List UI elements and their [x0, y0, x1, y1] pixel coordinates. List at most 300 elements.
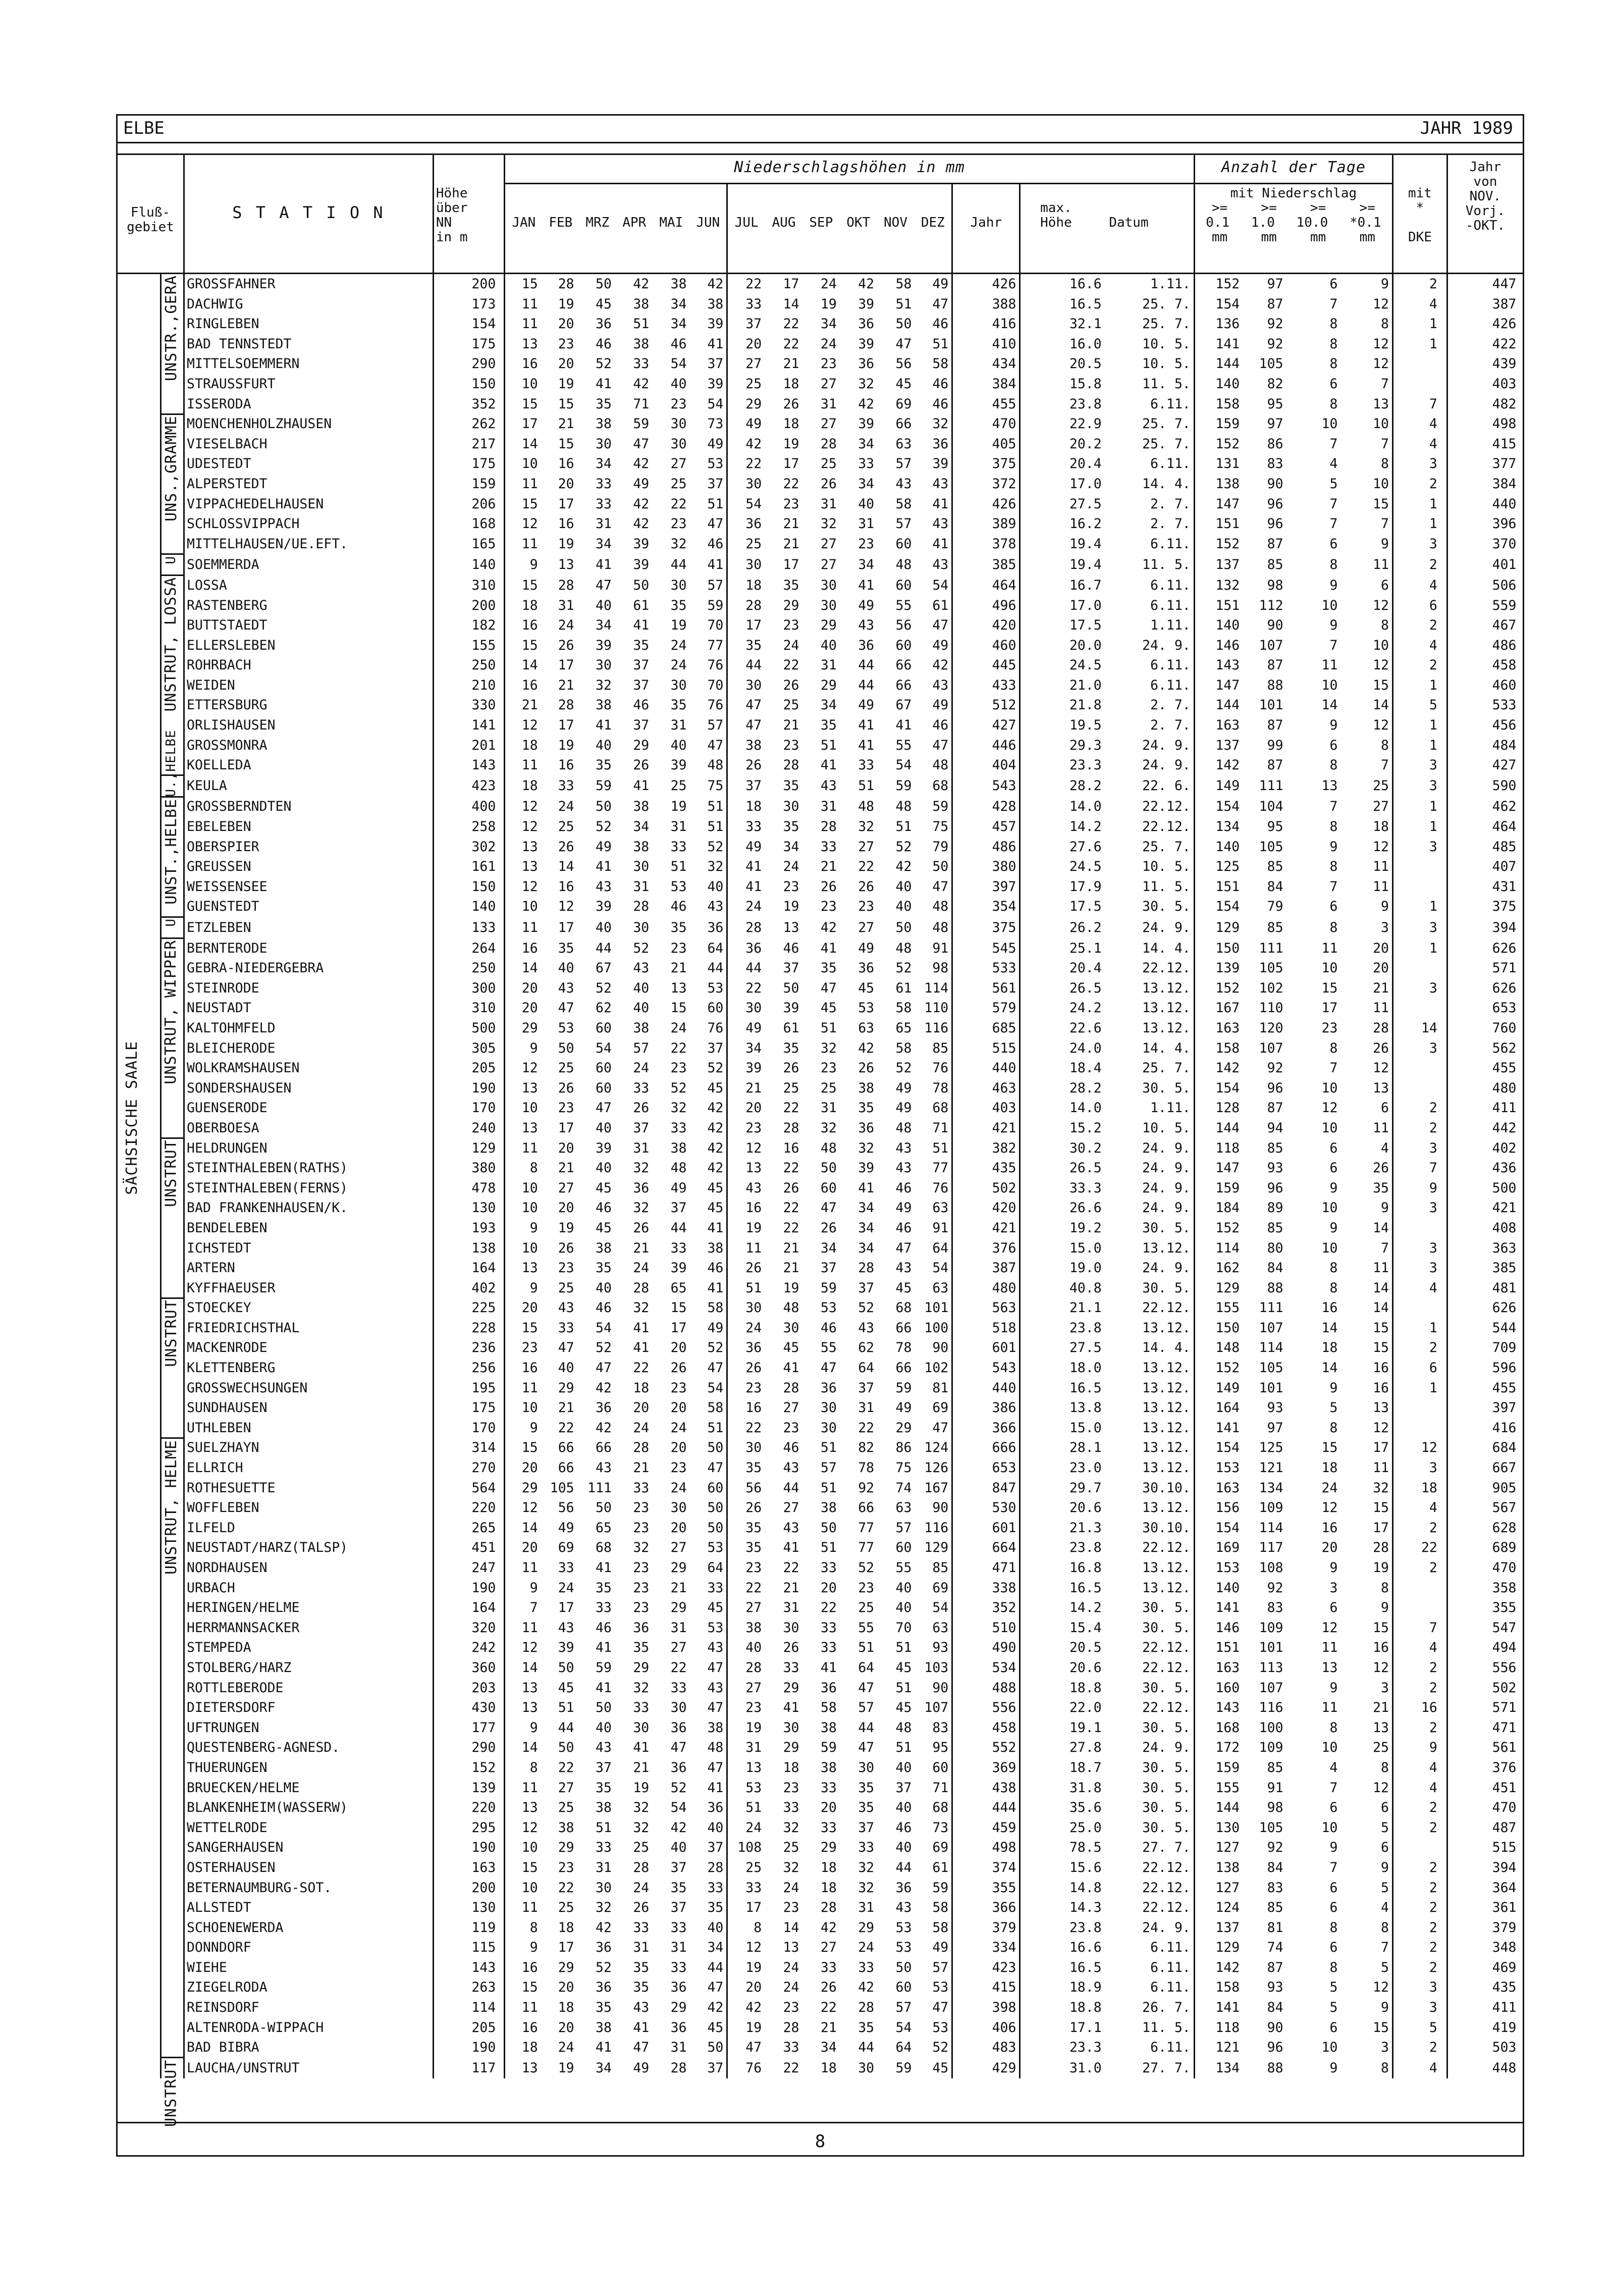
month-value-apr: 40: [633, 1000, 650, 1016]
days-star-0-1: 5: [1381, 1959, 1389, 1975]
month-value-mrz: 59: [596, 1659, 612, 1676]
month-value-mrz: 49: [596, 839, 612, 855]
max-date: 6.11.: [1150, 1959, 1191, 1975]
days-ge-10-0: 10: [1321, 1080, 1338, 1096]
month-value-jan: 15: [505, 494, 541, 514]
month-value-nov: 51: [895, 296, 912, 312]
month-value-apr: 30: [633, 859, 650, 875]
month-value-mai: 31: [670, 717, 687, 734]
max-height: 22.6: [1020, 1018, 1105, 1038]
table-row: [117, 1918, 1524, 1938]
days-ge-0-1: 158: [1194, 1038, 1243, 1059]
max-height: 21.1: [1020, 1298, 1105, 1318]
month-value-feb: 33: [558, 1560, 574, 1576]
month-value-aug: 24: [783, 1880, 799, 1896]
max-date: 10. 5.: [1142, 336, 1191, 352]
month-value-jan: 15: [505, 1977, 541, 1998]
month-value-jul: 30: [727, 1298, 765, 1318]
days-dke: 2: [1392, 1558, 1447, 1578]
days-ge-1-0: 107: [1259, 1680, 1283, 1696]
sub-basin-label: UNSTRUT: [162, 1299, 180, 1368]
max-height: 16.6: [1020, 274, 1105, 294]
max-height: 21.0: [1020, 675, 1105, 696]
days-ge-1-0: 110: [1259, 1000, 1283, 1016]
month-value-feb: 19: [558, 737, 574, 753]
month-value-mrz: 54: [596, 1040, 612, 1056]
table-row: [117, 1638, 1524, 1658]
month-value-feb: 25: [558, 1800, 574, 1816]
month-value-jul: 30: [727, 675, 765, 696]
days-star-0-1: 7: [1381, 757, 1389, 773]
month-value-feb: 20: [558, 476, 574, 492]
days-star-0-1: 18: [1373, 819, 1389, 835]
month-value-mai: 23: [670, 1060, 687, 1076]
month-value-sep: 51: [820, 1020, 837, 1036]
month-value-aug: 27: [783, 1400, 799, 1416]
max-date: 2. 7.: [1150, 717, 1191, 734]
station-altitude: 265: [433, 1518, 504, 1538]
month-value-jan: 9: [505, 1938, 541, 1958]
month-value-nov: 59: [895, 778, 912, 794]
month-value-okt: 36: [858, 356, 875, 372]
days-star-0-1: 6: [1381, 1800, 1389, 1816]
days-ge-0-1: 151: [1194, 877, 1243, 897]
month-value-nov: 49: [895, 1400, 912, 1416]
month-value-jan: 15: [505, 274, 541, 294]
days-dke: 3: [1392, 534, 1447, 554]
table-row: [117, 1438, 1524, 1458]
days-ge-10-0: 6: [1329, 1140, 1338, 1156]
table-row: [117, 534, 1524, 554]
month-value-nov: 48: [895, 1120, 912, 1136]
month-value-apr: 31: [633, 1140, 650, 1156]
month-value-apr: 40: [633, 980, 650, 996]
month-value-mai: 15: [670, 1000, 687, 1016]
month-header-jun: JUN: [696, 215, 720, 230]
month-value-dez: 81: [932, 1380, 949, 1396]
month-value-nov: 51: [895, 1640, 912, 1656]
month-value-mai: 44: [670, 556, 687, 572]
month-value-apr: 29: [633, 1659, 650, 1676]
month-value-aug: 14: [783, 296, 799, 312]
month-value-jan: 10: [505, 897, 541, 917]
days-ge-0-1: 137: [1194, 1918, 1243, 1938]
days-ge-1-0: 96: [1267, 516, 1283, 532]
station-altitude: 170: [433, 1098, 504, 1118]
table-row: [117, 998, 1524, 1018]
year-total: 435: [952, 1158, 1020, 1178]
month-value-apr: 28: [633, 1280, 650, 1296]
max-height: 23.0: [1020, 1458, 1105, 1478]
table-row: [117, 314, 1524, 334]
month-value-mrz: 40: [596, 1719, 612, 1736]
month-value-sep: 32: [820, 1040, 837, 1056]
month-value-aug: 22: [783, 316, 799, 332]
year-total: 664: [952, 1538, 1020, 1558]
previous-year-total: 422: [1447, 334, 1523, 354]
days-ge-1-0: 101: [1259, 1640, 1283, 1656]
month-value-jul: 38: [727, 736, 765, 756]
days-ge-1-0: 86: [1267, 436, 1283, 452]
station-name: KALTOHMFELD: [184, 1018, 434, 1038]
month-value-dez: 90: [932, 1500, 949, 1516]
max-height: 15.8: [1020, 374, 1105, 394]
year-total: 404: [952, 755, 1020, 775]
year-total: 384: [952, 374, 1020, 394]
month-value-apr: 33: [633, 1700, 650, 1716]
month-value-nov: 49: [895, 1200, 912, 1216]
month-value-aug: 25: [783, 1840, 799, 1856]
days-star-0-1: 6: [1381, 1840, 1389, 1856]
month-value-jul: 37: [727, 314, 765, 334]
max-date: 22.12.: [1142, 1640, 1191, 1656]
days-ge-10-0: 5: [1329, 1400, 1338, 1416]
month-value-nov: 48: [895, 556, 912, 572]
month-value-mai: 36: [670, 1759, 687, 1776]
month-value-nov: 56: [895, 356, 912, 372]
year-total: 427: [952, 715, 1020, 736]
month-value-jan: 14: [505, 1658, 541, 1678]
month-value-mai: 20: [670, 1340, 687, 1356]
table-row: [117, 636, 1524, 656]
month-value-mai: 38: [670, 276, 687, 292]
days-ge-0-1: 154: [1194, 294, 1243, 315]
month-value-dez: 110: [924, 1000, 949, 1016]
month-value-mrz: 54: [596, 1320, 612, 1336]
month-value-jan: 12: [505, 877, 541, 897]
max-date: 25. 7.: [1142, 839, 1191, 855]
month-value-dez: 47: [932, 617, 949, 634]
max-date: 11. 5.: [1142, 878, 1191, 895]
station-name: GEBRA-NIEDERGEBRA: [184, 958, 434, 978]
month-value-okt: 82: [858, 1440, 875, 1456]
days-dke: 9: [1392, 1738, 1447, 1758]
max-height: 14.3: [1020, 1898, 1105, 1918]
station-altitude: 305: [433, 1038, 504, 1059]
month-value-dez: 43: [932, 677, 949, 693]
days-ge-0-1: 141: [1194, 1998, 1243, 2018]
days-ge-1-0: 96: [1267, 1080, 1283, 1096]
month-value-okt: 28: [858, 1260, 875, 1276]
station-altitude: 175: [433, 454, 504, 474]
month-value-mrz: 37: [596, 1759, 612, 1776]
month-value-apr: 26: [633, 1220, 650, 1236]
station-altitude: 500: [433, 1018, 504, 1038]
month-value-apr: 35: [633, 1959, 650, 1975]
previous-year-total: 440: [1447, 494, 1523, 514]
days-dke: 7: [1392, 1618, 1447, 1638]
days-ge-1-0: 88: [1267, 677, 1283, 693]
month-value-dez: 61: [932, 1859, 949, 1875]
station-name: ISSERODA: [184, 394, 434, 414]
days-ge-1-0: 84: [1267, 878, 1283, 895]
max-date: 27. 7.: [1142, 2060, 1191, 2076]
month-value-sep: 47: [820, 980, 837, 996]
month-value-okt: 27: [858, 919, 875, 935]
station-name: KYFFHAEUSER: [184, 1278, 434, 1298]
month-value-feb: 22: [558, 1880, 574, 1896]
month-value-nov: 40: [895, 1580, 912, 1596]
table-row: [117, 857, 1524, 877]
days-ge-0-1: 141: [1194, 1418, 1243, 1438]
month-value-nov: 52: [895, 839, 912, 855]
month-value-jan: 29: [505, 1478, 541, 1498]
days-dke: 4: [1392, 636, 1447, 656]
max-date: 6.11.: [1150, 657, 1191, 673]
month-value-jan: 13: [505, 334, 541, 354]
month-value-nov: 51: [895, 819, 912, 835]
month-value-jun: 46: [707, 1260, 724, 1276]
month-value-mrz: 35: [596, 2000, 612, 2016]
month-value-aug: 21: [783, 1240, 799, 1256]
max-height: 16.5: [1020, 1958, 1105, 1978]
station-altitude: 155: [433, 636, 504, 656]
month-value-mai: 23: [670, 940, 687, 956]
year-total: 496: [952, 596, 1020, 616]
days-dke: 2: [1392, 615, 1447, 636]
month-value-sep: 27: [820, 536, 837, 552]
month-value-apr: 35: [633, 1979, 650, 1996]
max-date: 30. 5.: [1142, 1819, 1191, 1836]
month-header-aug: AUG: [772, 215, 796, 230]
previous-year-total: 402: [1447, 1138, 1523, 1159]
days-dke: 2: [1392, 1098, 1447, 1118]
month-value-nov: 66: [895, 657, 912, 673]
month-value-jun: 54: [707, 396, 724, 412]
max-height: 28.2: [1020, 1078, 1105, 1099]
previous-year-total: 506: [1447, 576, 1523, 596]
month-value-dez: 68: [932, 1800, 949, 1816]
days-dke: 2: [1392, 1818, 1447, 1838]
station-altitude: 141: [433, 715, 504, 736]
month-value-aug: 21: [783, 1260, 799, 1276]
station-altitude: 240: [433, 1118, 504, 1138]
station-name: GREUSSEN: [184, 857, 434, 877]
days-star-0-1: 9: [1381, 1600, 1389, 1616]
station-altitude: 164: [433, 1598, 504, 1618]
month-value-apr: 37: [633, 677, 650, 693]
month-value-apr: 71: [633, 396, 650, 412]
days-star-0-1: 12: [1373, 1420, 1389, 1436]
month-value-sep: 29: [820, 677, 837, 693]
month-value-jun: 53: [707, 1620, 724, 1636]
month-value-okt: 44: [858, 677, 875, 693]
month-value-sep: 43: [820, 778, 837, 794]
month-value-dez: 41: [932, 496, 949, 512]
month-header-mai: MAI: [659, 215, 683, 230]
outer-basin-label: SÄCHSISCHE SAALE: [123, 1040, 141, 1195]
month-value-okt: 25: [858, 1600, 875, 1616]
month-value-okt: 47: [858, 1740, 875, 1756]
month-value-aug: 17: [783, 556, 799, 572]
month-value-feb: 21: [558, 677, 574, 693]
month-value-aug: 29: [783, 597, 799, 613]
month-value-jan: 9: [505, 1418, 541, 1438]
month-value-sep: 31: [820, 657, 837, 673]
previous-year-total: 460: [1447, 675, 1523, 696]
days-star-0-1: 16: [1373, 1640, 1389, 1656]
station-altitude: 130: [433, 1198, 504, 1218]
month-value-apr: 24: [633, 1060, 650, 1076]
month-value-okt: 34: [858, 1220, 875, 1236]
month-value-feb: 24: [558, 799, 574, 815]
max-date: 2. 7.: [1150, 496, 1191, 512]
max-date: 2. 7.: [1150, 697, 1191, 713]
month-value-jul: 51: [727, 1278, 765, 1298]
month-value-nov: 49: [895, 1100, 912, 1116]
station-altitude: 133: [433, 917, 504, 938]
station-name: DIETERSDORF: [184, 1698, 434, 1718]
month-value-aug: 45: [783, 1340, 799, 1356]
days-ge-0-1: 137: [1194, 554, 1243, 576]
year-total: 366: [952, 1418, 1020, 1438]
year-total: 498: [952, 1838, 1020, 1858]
days-ge-10-0: 7: [1329, 296, 1338, 312]
month-value-mrz: 43: [596, 878, 612, 895]
month-value-sep: 31: [820, 799, 837, 815]
max-date: 14. 4.: [1142, 1340, 1191, 1356]
month-value-feb: 40: [558, 960, 574, 976]
previous-year-total: 407: [1447, 857, 1523, 877]
months-second-half: [728, 184, 951, 230]
previous-year-total: 626: [1447, 938, 1523, 959]
days-dke: 4: [1392, 1638, 1447, 1658]
previous-year-total: 689: [1447, 1538, 1523, 1558]
days-ge-10-0: 16: [1321, 1520, 1338, 1536]
month-value-jun: 50: [707, 2040, 724, 2056]
month-value-mai: 44: [670, 1220, 687, 1236]
days-ge-0-1: 151: [1194, 596, 1243, 616]
month-value-feb: 19: [558, 376, 574, 392]
month-value-okt: 23: [858, 1580, 875, 1596]
month-value-feb: 35: [558, 940, 574, 956]
month-value-jun: 39: [707, 316, 724, 332]
year-total: 543: [952, 1358, 1020, 1378]
previous-year-total: 394: [1447, 917, 1523, 938]
previous-year-total: 515: [1447, 1838, 1523, 1858]
month-value-dez: 69: [932, 1840, 949, 1856]
days-ge-10-0: 3: [1329, 1580, 1338, 1596]
max-height: 29.7: [1020, 1478, 1105, 1498]
days-ge-1-0: 93: [1267, 1400, 1283, 1416]
month-value-jun: 47: [707, 516, 724, 532]
month-value-nov: 50: [895, 316, 912, 332]
month-value-jun: 77: [707, 637, 724, 653]
month-value-dez: 64: [932, 1240, 949, 1256]
month-value-sep: 45: [820, 1000, 837, 1016]
month-value-feb: 17: [558, 1600, 574, 1616]
days-ge-1-0: 85: [1267, 1220, 1283, 1236]
days-dke: 1: [1392, 494, 1447, 514]
mit-niederschlag-label: mit Niederschlag: [1230, 186, 1357, 201]
month-value-sep: 51: [820, 1440, 837, 1456]
sub-basin-label: U.,HELBE: [163, 729, 179, 797]
tage-sub-header: [1194, 184, 1392, 274]
month-value-sep: 24: [820, 336, 837, 352]
month-value-sep: 29: [820, 617, 837, 634]
sub-basin-label: U: [163, 555, 179, 564]
month-value-dez: 83: [932, 1719, 949, 1736]
month-value-dez: 85: [932, 1560, 949, 1576]
days-star-0-1: 15: [1373, 496, 1389, 512]
month-value-jan: 29: [505, 1018, 541, 1038]
days-ge-10-0: 7: [1329, 516, 1338, 532]
month-value-nov: 45: [895, 1659, 912, 1676]
month-value-nov: 52: [895, 1060, 912, 1076]
days-ge-10-0: 6: [1329, 1900, 1338, 1916]
max-height: 17.0: [1020, 474, 1105, 494]
station-name: HERRMANNSACKER: [184, 1618, 434, 1638]
sub-basin-cell: [161, 274, 184, 414]
days-dke: 1: [1392, 715, 1447, 736]
station-name: BAD FRANKENHAUSEN/K.: [184, 1198, 434, 1218]
month-value-aug: 23: [783, 2000, 799, 2016]
month-value-nov: 43: [895, 1260, 912, 1276]
month-value-jan: 17: [505, 414, 541, 434]
month-value-apr: 42: [633, 276, 650, 292]
table-row: [117, 2038, 1524, 2058]
month-value-feb: 29: [558, 1380, 574, 1396]
max-date: 30. 5.: [1142, 899, 1191, 915]
month-value-mrz: 65: [596, 1520, 612, 1536]
month-value-jan: 20: [505, 998, 541, 1018]
month-value-sep: 28: [820, 436, 837, 452]
days-star-0-1: 12: [1373, 717, 1389, 734]
max-height: 26.2: [1020, 917, 1105, 938]
station-name: OBERSPIER: [184, 837, 434, 857]
days-dke: [1392, 1298, 1447, 1318]
month-value-mrz: 43: [596, 1460, 612, 1476]
year-total: 518: [952, 1318, 1020, 1338]
max-date: 13.12.: [1142, 1560, 1191, 1576]
max-date: 24. 9.: [1142, 1160, 1191, 1176]
month-value-jan: 14: [505, 434, 541, 454]
days-ge-10-0: 5: [1329, 1979, 1338, 1996]
days-ge-1-0: 93: [1267, 1979, 1283, 1996]
previous-year-total: 403: [1447, 374, 1523, 394]
sub-basin-cell: [161, 554, 184, 576]
month-value-sep: 21: [820, 859, 837, 875]
days-dke: 1: [1392, 897, 1447, 917]
max-height: 16.7: [1020, 576, 1105, 596]
max-height: 15.6: [1020, 1858, 1105, 1878]
month-value-dez: 57: [932, 1959, 949, 1975]
previous-year-total: 567: [1447, 1498, 1523, 1518]
footer: [116, 2122, 1524, 2157]
month-value-okt: 42: [858, 396, 875, 412]
max-date: 24. 9.: [1142, 1140, 1191, 1156]
table-row: [117, 1258, 1524, 1278]
niederschlag-header: [505, 154, 1195, 184]
month-value-okt: 53: [858, 1000, 875, 1016]
month-value-okt: 47: [858, 1680, 875, 1696]
days-ge-1-0: 88: [1267, 2060, 1283, 2076]
month-value-okt: 43: [858, 1320, 875, 1336]
month-value-jun: 45: [707, 1600, 724, 1616]
month-value-dez: 59: [932, 1880, 949, 1896]
month-value-nov: 57: [895, 1520, 912, 1536]
month-value-nov: 63: [895, 1500, 912, 1516]
month-value-nov: 55: [895, 597, 912, 613]
month-value-jan: 10: [505, 1098, 541, 1118]
month-value-nov: 66: [895, 1360, 912, 1376]
month-value-nov: 59: [895, 2060, 912, 2076]
days-star-0-1: 13: [1373, 1400, 1389, 1416]
days-star-0-1: 8: [1381, 2060, 1389, 2076]
days-dke: 1: [1392, 1318, 1447, 1338]
year-total: 463: [952, 1078, 1020, 1099]
month-value-sep: 53: [820, 1300, 837, 1316]
